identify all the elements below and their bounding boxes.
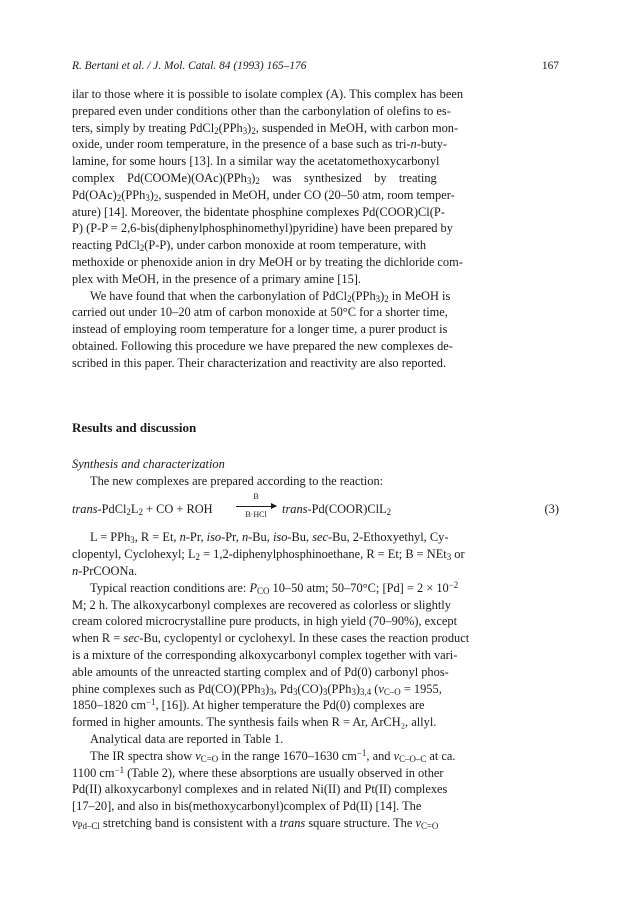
subsection-title: Synthesis and characterization — [72, 456, 225, 471]
section-title: Results and discussion — [72, 419, 197, 435]
paragraph-reaction-intro: The new complexes are prepared according to the reaction: — [90, 473, 384, 488]
paragraph-analytical: Analytical data are reported in Table 1. — [90, 731, 284, 746]
reaction-arrow — [236, 492, 276, 520]
reaction-equation — [72, 491, 559, 527]
running-head: R. Bertani et al. / J. Mol. Catal. 84 (1993) 165–176 — [72, 60, 307, 72]
equation-rhs: trans-Pd(COOR)ClL$_2$ — [282, 502, 392, 518]
page-number: 167 — [541, 60, 559, 72]
paragraph-ligands: L = PPh$_3$, R = Et, n-Pr, iso-Pr, n-Bu, iso-Bu, sec-Bu, 2-Ethoxyethyl, Cy- clopentyl, Cyclohexyl; $L_2$ = 1,2-diphenylphosphinoethane, R = Et; B = NEt$_3$ or n-PrCOONa. — [72, 530, 465, 578]
paragraph-continuation: ilar to those where it is possible to isolate complex (A). This complex has been prepared even under conditions other than the carbonylation of olefins to es- ters, simply by treating $PdCl_2(PPh_3)_2$, suspended in MeOH, with carbon mon- oxide, under room temperature, in the presence of a base such as tri-n-buty- lamine, for some hours [13]. In a similar way the acetatomethoxycarbonyl complex $Pd(COOMe)(OAc)(PPh_3)_2$ was synthesized by treating $Pd(OAc)_2(PPh_3)_2$, suspended in MeOH, under CO (20–50 atm, room temper- ature) [14]. Moreover, the bidentate phosphine complexes Pd(COOR)Cl(P- P) (P-P = 2,6-bis(diphenylphosphinomethyl)pyridine) have been prepared by reacting PdCl$_2$(P-P), under carbon monoxide at room temperature, with methoxide or phenoxide anion in dry MeOH or by treating the dichloride com- plex with MeOH, in the presence of a primary amine [15]. — [72, 87, 464, 286]
page-header — [72, 58, 559, 74]
equation-lhs: trans-$PdCl_2L_2$ + CO + ROH — [72, 502, 213, 518]
paragraph-ir-spectra: The IR spectra show $\nu_{C=O}$ in the range 1670–1630 $cm^{-1}$, and $\nu_{C-O-C}$ at ca. 1100 $cm^{-1}$ (Table 2), where these absorptions are usually observed in other Pd(II) alkoxycarbonyl complexes and in related Ni(II) and Pt(II) complexes [17–20], and also in bis(methoxycarbonyl)complex of Pd(II) [14]. The $\nu_{Pd-Cl}$ stretching band is consistent with a trans square structure. The $\nu_{C=O}$ — [72, 747, 456, 832]
arrow-top-label: B — [253, 492, 259, 502]
article-body — [72, 86, 559, 832]
paragraph-procedure: We have found that when the carbonylation of $PdCl_2(PPh_3)_2$ in MeOH is carried out under 10–20 atm of carbon monoxide at 50°C for a shorter time, instead of employing room temperature for a longer time, a purer product is obtained. Following this procedure we have prepared the new complexes de- scribed in this paper. Their characterization and reactivity are also reported. — [72, 288, 453, 370]
arrow-bottom-label: B·HCl — [245, 510, 267, 520]
equation-number: (3) — [544, 502, 559, 517]
paragraph-conditions: Typical reaction conditions are: $P_{CO}$ 10–50 atm; 50–70°C; $[Pd] = 2 \times 10^{-2}$ M; 2 h. The alkoxycarbonyl complexes are recovered as colorless or slightly cream colored microcrystalline pure products, in high yield (70–90%), except when R = sec-Bu, cyclopentyl or cyclohexyl. In these cases the reaction product is a mixture of the corresponding alkoxycarbonyl complex together with vari- able amounts of the unreacted starting complex and of Pd(0) carbonyl phos- phine complexes such as $Pd(CO)(PPh_3)_3$, $Pd_3(CO)_3(PPh_3)_{3,4}$ ($\nu_{C-O} = 1955$, 1850–1820 $cm^{-1}$, [16]). At higher temperature the Pd(0) complexes are formed in higher amounts. The synthesis fails when R = Ar, ArCH₂, allyl. — [72, 579, 470, 730]
